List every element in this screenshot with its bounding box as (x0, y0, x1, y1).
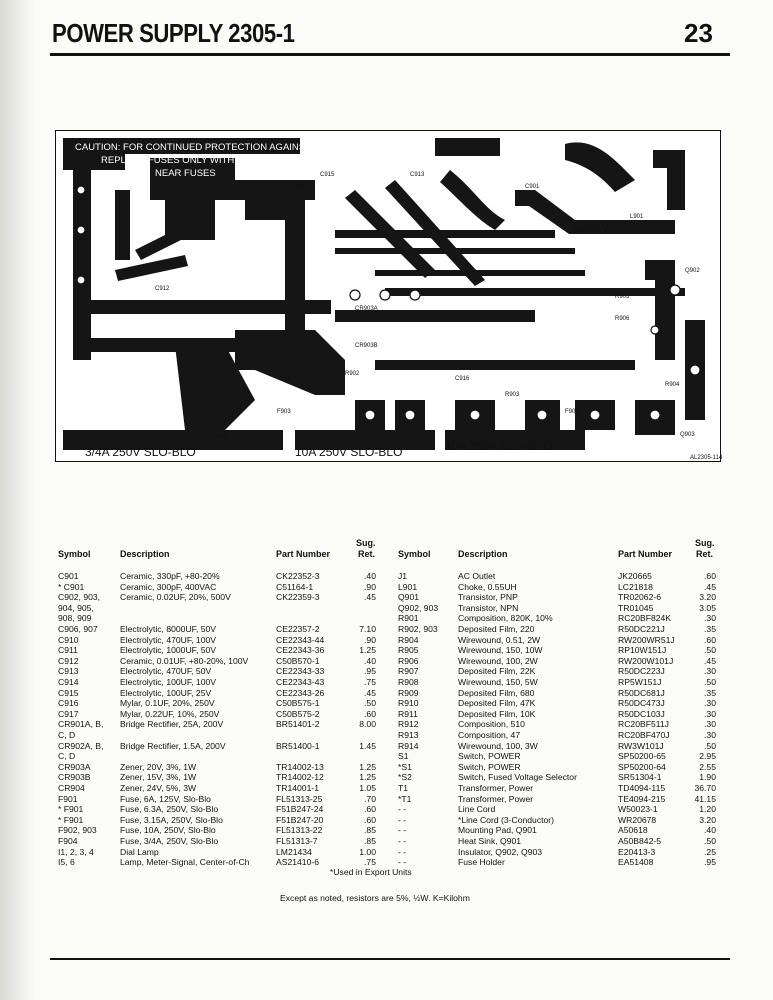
pcb-label-r903: R903 (505, 392, 520, 398)
pcb-label-c915: C915 (320, 172, 335, 178)
pcb-label-c916: C916 (455, 376, 470, 382)
cell-symbol: C913 (58, 666, 79, 677)
cell-symbol: C914 (58, 677, 79, 687)
caution-line-3: NEAR FUSES (155, 168, 216, 179)
cell-part-number: F51B247-20 (276, 814, 324, 825)
cell-description: Lamp, Meter-Signal, Center-of-Ch (120, 857, 250, 868)
cell-part-number: TD4094-115 (618, 783, 666, 793)
cell-price: 41.15 (694, 793, 716, 804)
col-header-sug: Sug. (356, 538, 376, 548)
pcb-layout-drawing (55, 130, 721, 462)
cell-part-number: CE22357-2 (276, 624, 320, 634)
cell-description: Electrolytic, 100UF, 25V (120, 687, 212, 698)
cell-description: Switch, POWER (458, 751, 521, 762)
cell-symbol: I1, 2, 3, 4 (58, 846, 94, 857)
cell-description: Fuse, 6A, 125V, Slo-Blo (120, 793, 211, 804)
cell-description: Bridge Rectifier, 25A, 200V (120, 719, 224, 730)
cell-price: .30 (704, 730, 716, 740)
cell-price: 8.00 (359, 719, 376, 730)
cell-part-number: FL51313-25 (276, 793, 323, 804)
cell-description: Wirewound, 0.51, 2W (458, 634, 541, 645)
cell-symbol: C, D (58, 751, 76, 762)
cell-symbol: * F901 (58, 814, 84, 825)
pcb-label-c912: C912 (155, 286, 170, 292)
cell-price: .30 (704, 719, 716, 730)
cell-price: .50 (704, 677, 716, 687)
cell-part-number: CE22343-43 (276, 677, 325, 687)
cell-symbol: F902, 903 (58, 825, 97, 836)
caution-line-2: REPLACE FUSES ONLY WITH SAME TYPES AS MARKED (101, 155, 356, 166)
parts-table-right (398, 537, 718, 868)
cell-description: Mounting Pad, Q901 (458, 825, 537, 836)
cell-price: .60 (364, 708, 376, 719)
cell-price: .45 (704, 581, 716, 592)
cell-price: .35 (704, 624, 716, 634)
cell-symbol: C915 (58, 687, 79, 698)
cell-price: .30 (704, 666, 716, 677)
cell-part-number: RC20BF511J (618, 719, 669, 730)
cell-part-number: LM21434 (276, 846, 312, 857)
cell-part-number: RW200WR51J (618, 634, 675, 645)
cell-description: Deposited Film, 680 (458, 687, 535, 698)
cell-description: Deposited Film, 22K (458, 666, 536, 677)
cell-price: 1.45 (359, 740, 376, 751)
cell-price: 1.25 (359, 645, 376, 656)
cell-symbol: R911 (398, 708, 418, 719)
cell-price: .85 (364, 836, 376, 846)
cell-price: .90 (364, 581, 376, 592)
cell-symbol: R909 (398, 687, 419, 698)
page-title: POWER SUPPLY 2305-1 (52, 18, 295, 48)
cell-symbol: 908, 909 (58, 613, 92, 624)
cell-description: Ceramic, 300pF, 400VAC (120, 581, 217, 592)
cell-symbol: R904 (398, 634, 419, 645)
cell-price: .60 (364, 814, 376, 825)
cell-symbol: R906 (398, 655, 419, 666)
cell-price: 1.25 (359, 772, 376, 783)
resistor-note: Except as noted, resistors are 5%, ½W. K=Kilohm (280, 893, 470, 903)
cell-symbol: C, D (58, 730, 76, 740)
cell-price: 2.55 (699, 761, 716, 772)
cell-symbol: *S2 (398, 772, 412, 783)
cell-part-number: CE22343-26 (276, 687, 325, 698)
cell-symbol: J1 (398, 571, 408, 581)
cell-symbol: CR901A, B, (58, 719, 104, 730)
cell-part-number: TR02062-6 (618, 592, 661, 603)
cell-symbol: R901 (398, 613, 419, 624)
cell-description: Dial Lamp (120, 846, 159, 857)
cell-part-number: E20413-3 (618, 846, 656, 857)
cell-symbol: C906, 907 (58, 624, 98, 634)
cell-part-number: EA51408 (618, 857, 654, 868)
cell-price: 7.10 (359, 624, 376, 634)
pcb-label-r907: R907 (295, 184, 310, 190)
cell-part-number: R50DC103J (618, 708, 665, 719)
cell-description: Zener, 15V, 3%, 1W (120, 772, 197, 783)
supply-label: SUPPLY (570, 224, 609, 235)
fuse-label-f903: 10A 250V SLO-BLO (295, 445, 403, 459)
cell-description: Fuse Holder (458, 857, 505, 868)
cell-symbol: CR904 (58, 783, 85, 793)
cell-price: .50 (364, 698, 376, 709)
col-header-part-number: Part Number (276, 549, 331, 559)
cell-price: .50 (704, 740, 716, 751)
col-header-ret: Ret. (358, 549, 376, 559)
scan-margin-shading (0, 0, 36, 1000)
cell-price: .45 (364, 687, 376, 698)
pcb-label-f903: F903 (277, 409, 291, 415)
cell-symbol: R914 (398, 740, 419, 751)
cell-part-number: RP10W151J (618, 645, 667, 656)
cell-symbol: C901 (58, 571, 79, 581)
cell-description: Line Cord (458, 804, 496, 815)
col-header-sug: Sug. (695, 538, 715, 548)
cell-symbol: R910 (398, 698, 419, 709)
col-header-description: Description (458, 549, 508, 559)
cell-price: .30 (704, 613, 716, 624)
cell-price: 2.95 (699, 751, 716, 762)
cell-description: Deposited Film, 220 (458, 624, 535, 634)
cell-part-number: TR14002-12 (276, 772, 324, 783)
cell-symbol: - - (398, 804, 407, 815)
cell-part-number: LC21818 (618, 581, 653, 592)
cell-price: .35 (704, 687, 716, 698)
cell-symbol: *S1 (398, 761, 412, 772)
cell-part-number: F51B247-24 (276, 804, 324, 815)
cell-symbol: 904, 905, (58, 602, 94, 613)
drawing-code: AL2305-114 (690, 455, 723, 461)
pcb-label-r906: R906 (615, 316, 630, 322)
caution-line-1: CAUTION: FOR CONTINUED PROTECTION AGAINST FIRE HAZARD (75, 142, 377, 153)
cell-price: .25 (704, 846, 716, 857)
cell-price: .30 (704, 698, 716, 709)
page-number: 23 (684, 18, 713, 48)
cell-part-number: SP50200-65 (618, 751, 666, 762)
pcb-label-cr903b: CR903B (355, 343, 378, 349)
cell-symbol: I5, 6 (58, 857, 75, 868)
cell-part-number: R50DC681J (618, 687, 665, 698)
cell-part-number: TR14002-13 (276, 761, 324, 772)
cell-description: Fuse, 10A, 250V, Slo-Blo (120, 825, 216, 836)
cell-price: .85 (364, 825, 376, 836)
pcb-label-f904: F904 (215, 434, 229, 440)
cell-part-number: SP50200-64 (618, 761, 666, 772)
cell-price: .60 (364, 804, 376, 815)
cell-part-number: C50B570-1 (276, 655, 320, 666)
cell-price: 1.20 (699, 804, 716, 815)
cell-description: Composition, 820K, 10% (458, 613, 553, 624)
pcb-label-q903: Q903 (680, 432, 695, 438)
cell-part-number: BR51400-1 (276, 740, 320, 751)
cell-description: Zener, 20V, 3%, 1W (120, 761, 197, 772)
cell-price: 3.20 (699, 592, 716, 603)
cell-description: Composition, 47 (458, 730, 521, 740)
cell-symbol: * C901 (58, 581, 85, 592)
cell-description: Mylar, 0.22UF, 10%, 250V (120, 708, 220, 719)
cell-price: .30 (704, 708, 716, 719)
cell-symbol: - - (398, 814, 407, 825)
col-header-part-number: Part Number (618, 549, 673, 559)
cell-part-number: CK22352-3 (276, 571, 320, 581)
cell-symbol: C902, 903, (58, 592, 101, 603)
cell-description: Switch, POWER (458, 761, 521, 772)
cell-part-number: CE22343-36 (276, 645, 325, 656)
cell-description: Wirewound, 150, 5W (458, 677, 538, 687)
header-rule (50, 53, 730, 56)
cell-symbol: C916 (58, 698, 79, 709)
col-header-ret: Ret. (696, 549, 714, 559)
fuse-label-f904: 3/4A 250V SLO-BLO (85, 445, 196, 459)
cell-description: Fuse, 6.3A, 250V, Slo-Blo (120, 804, 219, 815)
cell-part-number: RW200W101J (618, 655, 674, 666)
col-header-symbol: Symbol (398, 549, 431, 559)
cell-description: AC Outlet (458, 571, 496, 581)
cell-description: Electrolytic, 1000UF, 50V (120, 645, 217, 656)
cell-part-number: WR20678 (618, 814, 657, 825)
parts-table-left (58, 537, 378, 868)
cell-part-number: A50618 (618, 825, 648, 836)
cell-price: .50 (704, 645, 716, 656)
cell-description: Electrolytic, 470UF, 100V (120, 634, 217, 645)
cell-part-number: RW3W101J (618, 740, 664, 751)
cell-description: Heat Sink, Q901 (458, 836, 522, 846)
cell-symbol: F904 (58, 836, 78, 846)
cell-part-number: RC20BF824K (618, 613, 672, 624)
pcb-label-r905: R905 (615, 294, 630, 300)
cell-part-number: A50B842-5 (618, 836, 662, 846)
cell-symbol: - - (398, 857, 407, 868)
cell-description: Transformer, Power (458, 793, 534, 804)
cell-price: .50 (704, 836, 716, 846)
cell-price: .60 (704, 571, 716, 581)
pcb-label-q902: Q902 (685, 268, 700, 274)
pcb-label-r904: R904 (665, 382, 680, 388)
cell-description: Electrolytic, 100UF, 100V (120, 677, 217, 687)
cell-description: Transistor, PNP (458, 592, 518, 603)
cell-symbol: *T1 (398, 793, 412, 804)
cell-symbol: R907 (398, 666, 419, 677)
pcb-label-cr903a: CR903A (355, 306, 378, 312)
pcb-label-l901: L901 (630, 214, 644, 220)
cell-symbol: R912 (398, 719, 419, 730)
cell-part-number: R50DC473J (618, 698, 665, 709)
cell-price: .45 (704, 655, 716, 666)
cell-symbol: CR902A, B, (58, 740, 104, 751)
cell-description: Zener, 24V, 5%, 3W (120, 783, 197, 793)
cell-description: Wirewound, 150, 10W (458, 645, 543, 656)
cell-symbol: R908 (398, 677, 419, 687)
cell-part-number: TR14001-1 (276, 783, 319, 793)
cell-symbol: L901 (398, 581, 418, 592)
cell-symbol: CR903B (58, 772, 91, 783)
cell-price: .90 (364, 634, 376, 645)
cell-price: 3.20 (699, 814, 716, 825)
cell-price: 3.05 (699, 602, 716, 613)
col-header-symbol: Symbol (58, 549, 91, 559)
cell-part-number: W50023-1 (618, 804, 658, 815)
cell-price: .40 (704, 825, 716, 836)
cell-symbol: * F901 (58, 804, 84, 815)
cell-part-number: C51164-1 (276, 581, 314, 592)
cell-part-number: CE22343-33 (276, 666, 325, 677)
cell-part-number: AS21410-6 (276, 857, 320, 868)
cell-symbol: S1 (398, 751, 409, 762)
cell-description: Bridge Rectifier, 1.5A, 200V (120, 740, 226, 751)
cell-part-number: JK20665 (618, 571, 652, 581)
cell-price: .40 (364, 655, 376, 666)
cell-part-number: R50DC221J (618, 624, 665, 634)
cell-part-number: C50B575-2 (276, 708, 320, 719)
cell-part-number: TR01045 (618, 602, 654, 613)
cell-price: 1.90 (699, 772, 716, 783)
cell-symbol: C917 (58, 708, 79, 719)
cell-description: Mylar, 0.1UF, 20%, 250V (120, 698, 215, 709)
cell-description: Deposited Film, 47K (458, 698, 536, 709)
cell-price: .75 (364, 857, 376, 868)
cell-price: 36.70 (694, 783, 716, 793)
cell-part-number: R50DC223J (618, 666, 665, 677)
cell-symbol: C910 (58, 634, 79, 645)
pcb-label-r902: R902 (345, 371, 360, 377)
footer-rule (50, 958, 730, 960)
cell-part-number: CE22343-44 (276, 634, 325, 645)
cell-part-number: SR51304-1 (618, 772, 662, 783)
cell-price: .60 (704, 634, 716, 645)
cell-symbol: - - (398, 846, 407, 857)
cell-part-number: RP5W151J (618, 677, 662, 687)
cell-description: Ceramic, 0.01UF, +80-20%, 100V (120, 655, 249, 666)
pcb-label-c901: C901 (525, 184, 540, 190)
cell-description: Switch, Fused Voltage Selector (458, 772, 577, 783)
pcb-label-f902: F902 (565, 409, 579, 415)
cell-description: Wirewound, 100, 3W (458, 740, 538, 751)
cell-description: Deposited Film, 10K (458, 708, 536, 719)
cell-part-number: FL51313-22 (276, 825, 323, 836)
cell-description: Composition, 510 (458, 719, 525, 730)
cell-price: .95 (364, 666, 376, 677)
cell-symbol: C912 (58, 655, 79, 666)
cell-description: Electrolytic, 470UF, 50V (120, 666, 212, 677)
cell-description: Electrolytic, 8000UF, 50V (120, 624, 217, 634)
cell-part-number: FL51313-7 (276, 836, 318, 846)
cell-description: *Line Cord (3-Conductor) (458, 814, 555, 825)
cell-symbol: - - (398, 825, 407, 836)
cell-description: Wirewound, 100, 2W (458, 655, 538, 666)
cell-description: Fuse, 3.15A, 250V, Slo-Blo (120, 814, 223, 825)
cell-price: .45 (364, 592, 376, 603)
cell-symbol: T1 (398, 783, 409, 793)
cell-part-number: BR51401-2 (276, 719, 320, 730)
fuse-label-f902: 10A 250V SLO-BLO (445, 439, 553, 453)
cell-part-number: C50B575-1 (276, 698, 320, 709)
cell-symbol: R902, 903 (398, 624, 438, 634)
cell-symbol: F901 (58, 793, 78, 804)
cell-symbol: C911 (58, 645, 78, 656)
cell-price: 1.00 (359, 846, 376, 857)
cell-symbol: R913 (398, 730, 419, 740)
cell-description: Insulator, Q902, Q903 (458, 846, 543, 857)
cell-description: Ceramic, 0.02UF, 20%, 500V (120, 592, 231, 603)
pcb-label-c913: C913 (410, 172, 425, 178)
col-header-description: Description (120, 549, 170, 559)
cell-price: .40 (364, 571, 376, 581)
cell-price: .95 (704, 857, 716, 868)
cell-price: .75 (364, 677, 376, 687)
export-note: *Used in Export Units (330, 867, 412, 877)
cell-symbol: Q901 (398, 592, 420, 603)
cell-symbol: R905 (398, 645, 419, 656)
cell-price: 1.25 (359, 761, 376, 772)
cell-description: Ceramic, 330pF, +80-20% (120, 571, 220, 581)
cell-symbol: Q902, 903 (398, 602, 439, 613)
cell-description: Transistor, NPN (458, 602, 519, 613)
cell-price: .70 (364, 793, 376, 804)
cell-part-number: TE4094-215 (618, 793, 666, 804)
cell-description: Fuse, 3/4A, 250V, Slo-Blo (120, 836, 219, 846)
cell-symbol: - - (398, 836, 407, 846)
cell-price: 1.05 (359, 783, 376, 793)
cell-part-number: RC20BF470J (618, 730, 670, 740)
cell-description: Choke, 0.55UH (458, 581, 517, 592)
cell-symbol: CR903A (58, 761, 91, 772)
cell-description: Transformer, Power (458, 783, 534, 793)
cell-part-number: CK22359-3 (276, 592, 320, 603)
